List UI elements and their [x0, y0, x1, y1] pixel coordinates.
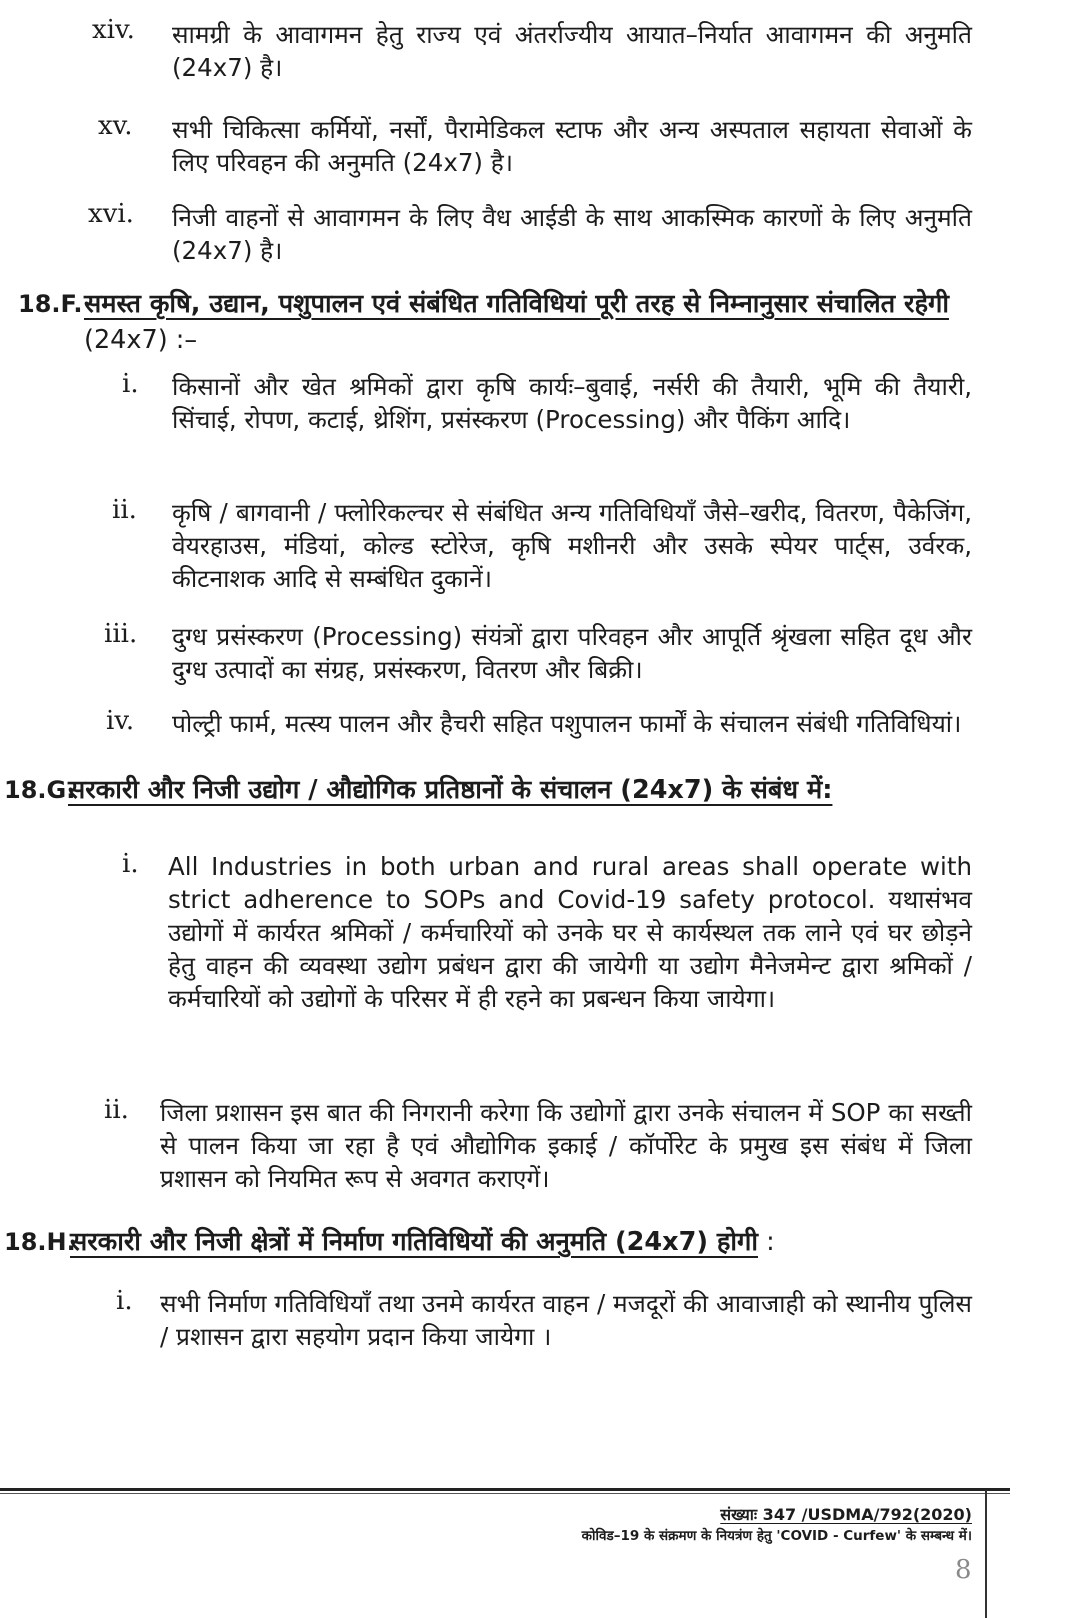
- section-number: 18.F.: [18, 290, 83, 318]
- item-text: निजी वाहनों से आवागमन के लिए वैध आईडी के साथ आकस्मिक कारणों के लिए अनुमति (24x7) है।: [172, 203, 972, 265]
- item-text: सभी चिकित्सा कर्मियों, नर्सों, पैरामेडिकल स्टाफ और अन्य अस्पताल सहायता सेवाओं के लिए परिवहन की अनुमति (24x7) है।: [172, 115, 972, 177]
- item-text: किसानों और खेत श्रमिकों द्वारा कृषि कार्यः–बुवाई, नर्सरी की तैयारी, भूमि की तैयारी, सिंचाई, रोपण, कटाई, थ्रेशिंग, प्रसंस्करण (Processing) और पैकिंग आदि।: [172, 372, 972, 434]
- subject-line: कोविड–19 के संक्रमण के नियत्रंण हेतु 'COVID - Curfew' के सम्बन्ध में।: [581, 1528, 972, 1544]
- footer-rule-thin: [0, 1493, 1010, 1494]
- item-number: iii.: [104, 619, 138, 649]
- item-text: दुग्ध प्रसंस्करण (Processing) संयंत्रों द्वारा परिवहन और आपूर्ति श्रृंखला सहित दूध और दुग्ध उत्पादों का संग्रह, प्रसंस्करण, वितरण और बिक्री।: [172, 622, 972, 684]
- item-text: All Industries in both urban and rural areas shall operate with strict adherence to SOPs and Covid-19 safety protocol. यथासंभव उद्योगों में कार्यरत श्रमिकों / कर्मचारियों को उनके घर से कार्यस्थल तक लाने एवं घर छोड़ने हेतु वाहन की व्यवस्था उद्योग प्रबंधन द्वारा की जायेगी या उद्योग मैनेजमेन्ट द्वारा श्रमिकों / कर्मचारियों को उद्योगों के परिसर में ही रहने का प्रबन्धन किया जायेगा।: [168, 852, 972, 1013]
- section-heading: [68, 772, 958, 808]
- item-number: i.: [122, 849, 139, 879]
- page-number: 8: [955, 1555, 972, 1585]
- section-number: 18.G.: [4, 776, 76, 804]
- item-number: i.: [122, 369, 139, 399]
- section-heading: [70, 1224, 950, 1260]
- item-text: पोल्ट्री फार्म, मत्स्य पालन और हैचरी सहित पशुपालन फार्मों के संचालन संबंधी गतिविधियां।: [172, 709, 962, 738]
- item-text: कृषि / बागवानी / फ्लोरिकल्चर से संबंधित अन्य गतिविधियाँ जैसे–खरीद, वितरण, पैकेजिंग, वेयरहाउस, मंडियां, कोल्ड स्टोरेज, कृषि मशीनरी और उसके स्पेयर पार्ट्स, उर्वरक, कीटनाशक आदि से सम्बंधित दुकानें।: [172, 498, 972, 593]
- footer-margin-line: [985, 1490, 987, 1618]
- item-text: सामग्री के आवागमन हेतु राज्य एवं अंतर्राज्यीय आयात–निर्यात आवागमन की अनुमति (24x7) है।: [172, 20, 972, 82]
- item-number: xvi.: [88, 199, 134, 229]
- section-heading-tail: (24x7) :–: [84, 325, 198, 355]
- section-number: 18.H.: [4, 1228, 76, 1256]
- footer-rule: [0, 1488, 1010, 1491]
- item-text: जिला प्रशासन इस बात की निगरानी करेगा कि उद्योगों द्वारा उनके संचालन में SOP का सख्ती से पालन किया जा रहा है एवं औद्योगिक इकाई / कॉर्पोरेट के प्रमुख इस संबंध में जिला प्रशासन को नियमित रूप से अवगत कराएगें।: [160, 1098, 972, 1193]
- item-number: xiv.: [92, 15, 135, 45]
- section-heading-tail: :: [758, 1227, 775, 1257]
- item-number: xv.: [98, 111, 133, 141]
- section-heading-underlined: सरकारी और निजी उद्योग / औद्योगिक प्रतिष्ठानों के संचालन (24x7) के संबंध में:: [68, 775, 833, 805]
- reference-number: संख्याः 347 /USDMA/792(2020): [720, 1505, 972, 1524]
- section-heading: [84, 286, 954, 358]
- item-number: iv.: [106, 706, 135, 736]
- item-number: ii.: [112, 495, 137, 525]
- section-heading-underlined: सरकारी और निजी क्षेत्रों में निर्माण गतिविधियों की अनुमति (24x7) होगी: [70, 1227, 758, 1257]
- item-number: ii.: [104, 1095, 129, 1125]
- section-heading-underlined: समस्त कृषि, उद्यान, पशुपालन एवं संबंधित गतिविधियां पूरी तरह से निम्नानुसार संचालित रहेगी: [84, 289, 949, 319]
- item-text: सभी निर्माण गतिविधियाँ तथा उनमे कार्यरत वाहन / मजदूरों की आवाजाही को स्थानीय पुलिस / प्रशासन द्वारा सहयोग प्रदान किया जायेगा ।: [160, 1289, 972, 1351]
- item-number: i.: [116, 1286, 133, 1316]
